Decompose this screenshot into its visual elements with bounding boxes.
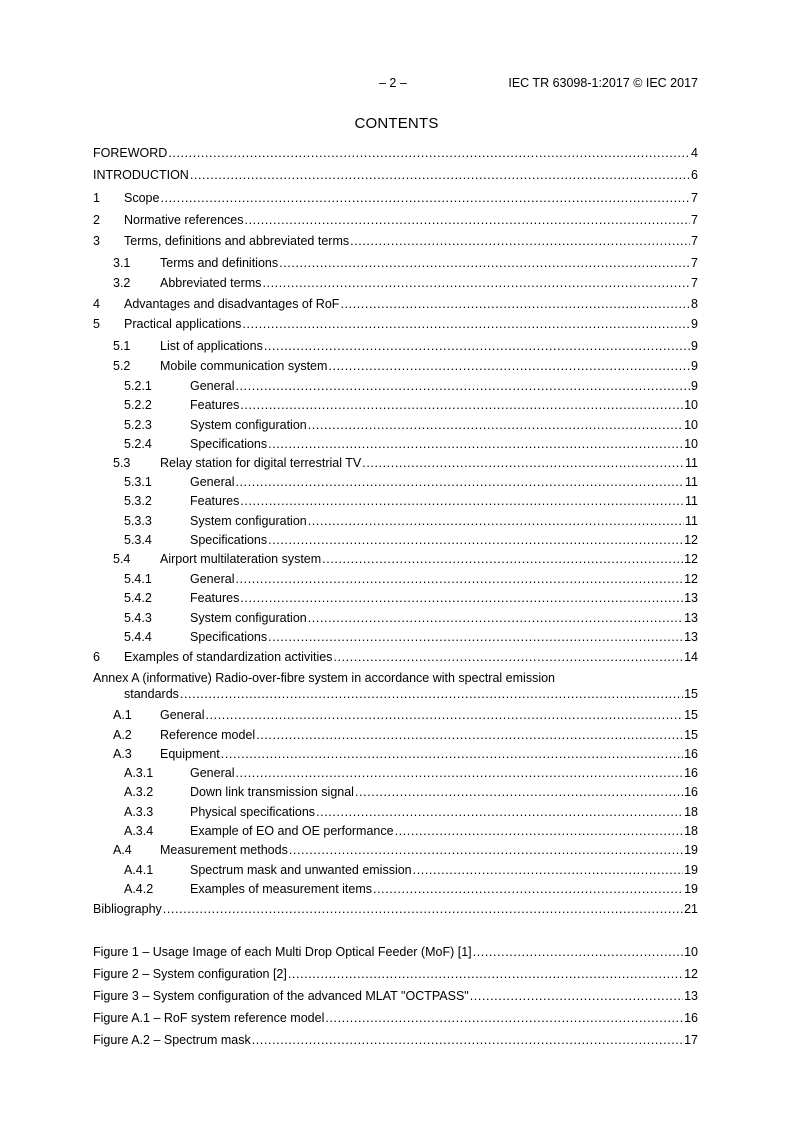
toc-entry-number: A.3.2 <box>124 785 154 799</box>
toc-leader-dots <box>256 727 683 743</box>
toc-entry[interactable] <box>93 212 698 228</box>
toc-entry-label: General <box>190 379 235 393</box>
toc-entry-page: 7 <box>691 191 698 205</box>
toc-entry-page: 7 <box>691 276 698 290</box>
toc-entry-page: 9 <box>691 317 698 331</box>
toc-entry-number: 3.2 <box>113 276 131 290</box>
toc-entry-label: General <box>160 708 205 722</box>
figure-entry-page: 10 <box>684 945 698 959</box>
toc-entry-page: 19 <box>684 882 698 896</box>
toc-leader-dots <box>350 233 690 249</box>
toc-entry-page: 8 <box>691 297 698 311</box>
toc-entry-label: General <box>190 475 235 489</box>
toc-entry-number: 5.3.1 <box>124 475 152 489</box>
toc-entry-label: Examples of measurement items <box>190 882 373 896</box>
toc-entry-label: Equipment <box>160 747 220 761</box>
toc-entry-number: 2 <box>93 213 100 227</box>
toc-entry-page: 9 <box>691 359 698 373</box>
toc-entry[interactable] <box>93 649 698 665</box>
toc-entry-label: General <box>190 572 235 586</box>
toc-entry-label: System configuration <box>190 611 307 625</box>
toc-leader-dots <box>362 455 684 471</box>
toc-leader-dots <box>168 145 690 161</box>
toc-entry-page: 12 <box>684 572 698 586</box>
toc-leader-dots <box>333 649 683 665</box>
toc-leader-dots <box>413 862 683 878</box>
toc-entry[interactable] <box>93 532 698 548</box>
toc-entry[interactable] <box>93 707 698 723</box>
toc-entry[interactable] <box>93 397 698 413</box>
toc-entry[interactable] <box>93 629 698 645</box>
figure-leader-dots <box>473 944 683 960</box>
toc-leader-dots <box>268 532 683 548</box>
toc-entry[interactable] <box>93 358 698 374</box>
toc-entry-page: 11 <box>685 494 698 508</box>
toc-entry[interactable] <box>93 571 698 587</box>
toc-entry[interactable] <box>93 493 698 509</box>
toc-entry[interactable] <box>93 823 698 839</box>
toc-entry-page: 21 <box>684 902 698 916</box>
toc-leader-dots <box>245 212 691 228</box>
toc-entry-label: FOREWORD <box>93 146 168 160</box>
toc-entry-number: 4 <box>93 297 100 311</box>
toc-entry[interactable] <box>93 167 698 183</box>
figure-entry-page: 16 <box>684 1011 698 1025</box>
figure-leader-dots <box>288 966 683 982</box>
document-id: IEC TR 63098-1:2017 © IEC 2017 <box>508 76 698 90</box>
toc-entry[interactable] <box>93 881 698 897</box>
toc-entry[interactable] <box>93 190 698 206</box>
toc-entry-number: 5.3 <box>113 456 131 470</box>
toc-entry-page: 13 <box>684 630 698 644</box>
toc-entry-label: Abbreviated terms <box>160 276 262 290</box>
toc-entry-label: Practical applications <box>124 317 242 331</box>
toc-entry-number: 6 <box>93 650 100 664</box>
toc-entry-number: A.3.1 <box>124 766 154 780</box>
toc-entry-number: A.3 <box>113 747 132 761</box>
toc-leader-dots <box>308 513 684 529</box>
figure-list-entry[interactable] <box>93 944 698 960</box>
toc-leader-dots <box>395 823 684 839</box>
toc-entry-label: Specifications <box>190 630 268 644</box>
toc-entry-number: 5.2.4 <box>124 437 152 451</box>
toc-entry-page: 10 <box>684 418 698 432</box>
toc-entry-page: 7 <box>691 213 698 227</box>
toc-leader-dots <box>289 842 683 858</box>
toc-leader-dots <box>264 338 690 354</box>
figure-leader-dots <box>325 1010 683 1026</box>
toc-entry[interactable] <box>93 686 698 702</box>
toc-entry-number: 5.2 <box>113 359 131 373</box>
toc-entry-page: 10 <box>684 437 698 451</box>
toc-entry-label: Annex A (informative) Radio-over-fibre system in accordance with spectral emission <box>93 671 555 685</box>
toc-entry-label: Terms, definitions and abbreviated terms <box>124 234 350 248</box>
toc-entry[interactable] <box>93 610 698 626</box>
toc-entry-page: 15 <box>684 728 698 742</box>
toc-leader-dots <box>240 397 683 413</box>
toc-leader-dots <box>235 474 684 490</box>
toc-leader-dots <box>240 590 683 606</box>
toc-entry-page: 13 <box>684 591 698 605</box>
toc-entry-page: 4 <box>691 146 698 160</box>
toc-leader-dots <box>262 275 690 291</box>
toc-entry-page: 10 <box>684 398 698 412</box>
figure-list-entry[interactable] <box>93 966 698 982</box>
toc-entry-number: 5.2.1 <box>124 379 152 393</box>
toc-entry-page: 9 <box>691 379 698 393</box>
figure-leader-dots <box>470 988 683 1004</box>
toc-entry-number: A.1 <box>113 708 132 722</box>
toc-leader-dots <box>163 901 683 917</box>
figure-entry-label: Figure A.2 – Spectrum mask <box>93 1033 251 1047</box>
toc-entry-number: 1 <box>93 191 100 205</box>
toc-entry-page: 12 <box>684 533 698 547</box>
figure-entry-label: Figure 2 – System configuration [2] <box>93 967 287 981</box>
toc-entry-page: 7 <box>691 234 698 248</box>
toc-entry[interactable] <box>93 455 698 471</box>
toc-entry-label: Advantages and disadvantages of RoF <box>124 297 340 311</box>
toc-leader-dots <box>279 255 690 271</box>
toc-entry-label: System configuration <box>190 514 307 528</box>
toc-entry-label: Airport multilateration system <box>160 552 322 566</box>
figure-list-entry[interactable] <box>93 988 698 1004</box>
toc-entry[interactable] <box>93 145 698 161</box>
toc-entry[interactable] <box>93 784 698 800</box>
toc-entry[interactable] <box>93 378 698 394</box>
toc-leader-dots <box>160 190 690 206</box>
toc-leader-dots <box>205 707 683 723</box>
toc-entry-page: 7 <box>691 256 698 270</box>
toc-entry-number: 5.3.3 <box>124 514 152 528</box>
toc-entry[interactable] <box>93 727 698 743</box>
toc-leader-dots <box>240 493 684 509</box>
toc-entry-number: A.4.2 <box>124 882 154 896</box>
toc-entry[interactable] <box>93 338 698 354</box>
toc-entry-page: 19 <box>684 843 698 857</box>
toc-entry-page: 15 <box>684 708 698 722</box>
toc-entry[interactable] <box>93 296 698 312</box>
toc-entry-label: Example of EO and OE performance <box>190 824 394 838</box>
toc-leader-dots <box>373 881 683 897</box>
toc-leader-dots <box>268 436 683 452</box>
toc-entry-page: 11 <box>685 514 698 528</box>
toc-entry-page: 6 <box>691 168 698 182</box>
figure-entry-label: Figure 3 – System configuration of the advanced MLAT "OCTPASS" <box>93 989 469 1003</box>
figure-entry-page: 13 <box>684 989 698 1003</box>
toc-entry-number: 3.1 <box>113 256 131 270</box>
figure-entry-label: Figure A.1 – RoF system reference model <box>93 1011 325 1025</box>
toc-entry-number: A.3.3 <box>124 805 154 819</box>
toc-entry-label: Features <box>190 494 240 508</box>
toc-entry[interactable] <box>93 255 698 271</box>
toc-entry-label: General <box>190 766 235 780</box>
toc-entry[interactable] <box>93 765 698 781</box>
toc-entry-page: 9 <box>691 339 698 353</box>
toc-entry-page: 11 <box>685 456 698 470</box>
toc-entry-label-continued: standards <box>124 687 179 701</box>
toc-leader-dots <box>180 686 683 702</box>
toc-entry-number: 5.4.3 <box>124 611 152 625</box>
figure-entry-page: 17 <box>684 1033 698 1047</box>
toc-leader-dots <box>242 316 690 332</box>
figure-leader-dots <box>252 1032 683 1048</box>
toc-entry[interactable] <box>93 804 698 820</box>
toc-leader-dots <box>308 417 683 433</box>
toc-entry-number: 5.1 <box>113 339 131 353</box>
toc-entry-number: 5.4 <box>113 552 131 566</box>
toc-entry[interactable] <box>93 842 698 858</box>
toc-entry-number: 5.4.2 <box>124 591 152 605</box>
toc-entry-number: A.4.1 <box>124 863 154 877</box>
toc-entry-page: 11 <box>685 475 698 489</box>
toc-entry-page: 19 <box>684 863 698 877</box>
toc-entry-page: 16 <box>684 785 698 799</box>
toc-entry-number: 5.4.4 <box>124 630 152 644</box>
toc-entry-label: Mobile communication system <box>160 359 328 373</box>
toc-entry-label: INTRODUCTION <box>93 168 189 182</box>
toc-entry-label: Relay station for digital terrestrial TV <box>160 456 362 470</box>
toc-entry-label: Specifications <box>190 533 268 547</box>
toc-leader-dots <box>235 378 690 394</box>
toc-leader-dots <box>308 610 683 626</box>
toc-entry-label: Physical specifications <box>190 805 316 819</box>
toc-entry-label: Bibliography <box>93 902 162 916</box>
page-header <box>93 76 698 92</box>
toc-entry[interactable] <box>93 474 698 490</box>
toc-entry-page: 16 <box>684 766 698 780</box>
figure-list-entry[interactable] <box>93 1010 698 1026</box>
toc-leader-dots <box>268 629 683 645</box>
toc-entry-number: 5.3.4 <box>124 533 152 547</box>
toc-entry-label: Down link transmission signal <box>190 785 354 799</box>
toc-leader-dots <box>316 804 683 820</box>
toc-entry[interactable] <box>93 901 698 917</box>
figure-entry-page: 12 <box>684 967 698 981</box>
toc-leader-dots <box>190 167 690 183</box>
page-number: – 2 – <box>379 76 407 90</box>
toc-leader-dots <box>322 551 683 567</box>
toc-entry-number: A.4 <box>113 843 132 857</box>
toc-leader-dots <box>328 358 690 374</box>
toc-entry[interactable] <box>93 746 698 762</box>
toc-entry[interactable] <box>93 590 698 606</box>
toc-entry-label: Terms and definitions <box>160 256 279 270</box>
page-title: CONTENTS <box>354 115 439 132</box>
toc-entry-label: System configuration <box>190 418 307 432</box>
toc-leader-dots <box>221 746 683 762</box>
toc-entry-number: 5 <box>93 317 100 331</box>
toc-entry[interactable] <box>93 551 698 567</box>
toc-entry-label: Features <box>190 591 240 605</box>
figure-list-entry[interactable] <box>93 1032 698 1048</box>
toc-entry-annex-line1[interactable] <box>93 670 698 686</box>
toc-entry[interactable] <box>93 275 698 291</box>
toc-entry-label: Measurement methods <box>160 843 288 857</box>
toc-entry[interactable] <box>93 513 698 529</box>
toc-entry-label: Examples of standardization activities <box>124 650 333 664</box>
toc-leader-dots <box>355 784 683 800</box>
toc-entry-page: 14 <box>684 650 698 664</box>
toc-entry-page: 16 <box>684 747 698 761</box>
toc-entry[interactable] <box>93 233 698 249</box>
toc-entry-number: 5.4.1 <box>124 572 152 586</box>
toc-leader-dots <box>235 571 683 587</box>
figure-entry-label: Figure 1 – Usage Image of each Multi Drop Optical Feeder (MoF) [1] <box>93 945 472 959</box>
toc-entry-label: Spectrum mask and unwanted emission <box>190 863 412 877</box>
toc-entry-number: 5.2.2 <box>124 398 152 412</box>
toc-entry-label: Scope <box>124 191 160 205</box>
toc-entry-number: 5.3.2 <box>124 494 152 508</box>
toc-leader-dots <box>235 765 683 781</box>
toc-entry-page: 18 <box>684 805 698 819</box>
toc-entry-page: 12 <box>684 552 698 566</box>
toc-leader-dots <box>340 296 690 312</box>
toc-entry-number: 3 <box>93 234 100 248</box>
toc-entry-page: 13 <box>684 611 698 625</box>
toc-entry-label: Specifications <box>190 437 268 451</box>
toc-entry-label: List of applications <box>160 339 263 353</box>
toc-entry-page: 15 <box>684 687 698 701</box>
toc-entry-label: Features <box>190 398 240 412</box>
toc-entry-label: Normative references <box>124 213 244 227</box>
toc-entry[interactable] <box>93 862 698 878</box>
toc-entry[interactable] <box>93 417 698 433</box>
toc-entry-label: Reference model <box>160 728 256 742</box>
toc-entry-page: 18 <box>684 824 698 838</box>
toc-entry[interactable] <box>93 316 698 332</box>
toc-entry[interactable] <box>93 436 698 452</box>
toc-entry-number: A.2 <box>113 728 132 742</box>
toc-entry-number: 5.2.3 <box>124 418 152 432</box>
toc-entry-number: A.3.4 <box>124 824 154 838</box>
